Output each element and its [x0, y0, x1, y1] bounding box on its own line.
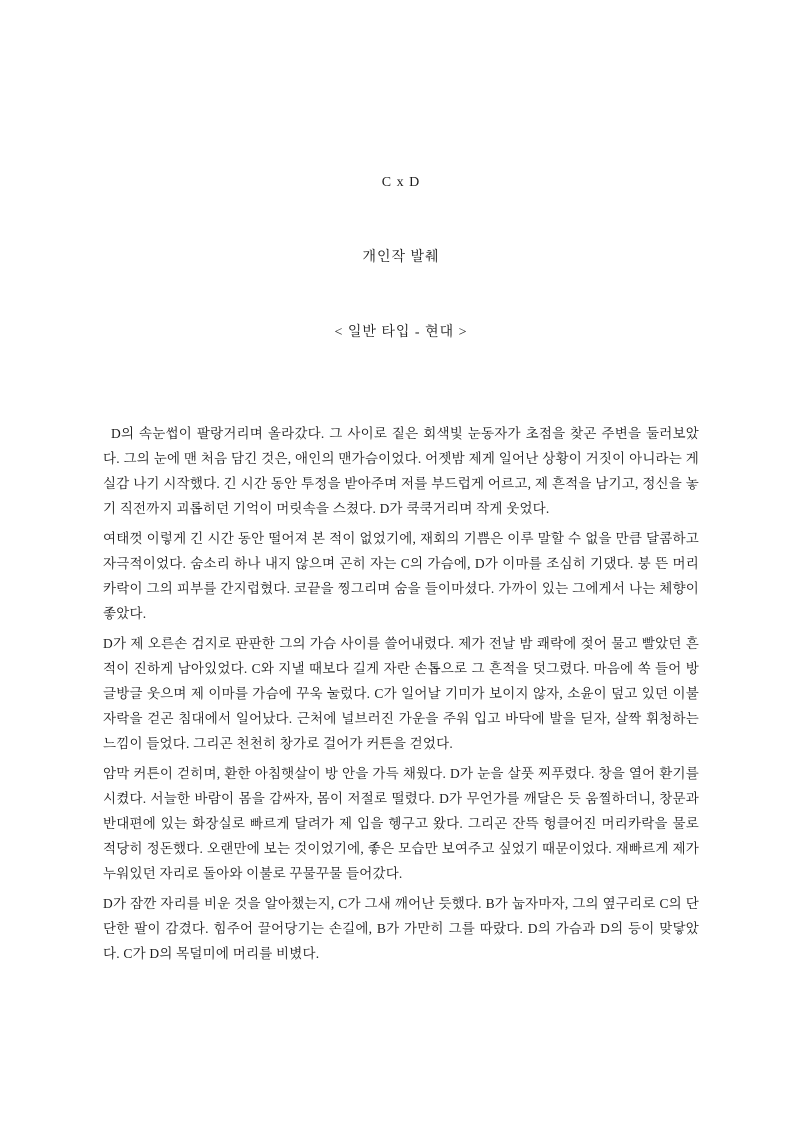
paragraph-1: D의 속눈썹이 팔랑거리며 올라갔다. 그 사이로 짙은 회색빛 눈동자가 초점을 찾곤 주변을 둘러보았다. 그의 눈에 맨 처음 담긴 것은, 애인의 맨가슴이었다. 어젯밤 제게 일어난 상황이 거짓이 아니라는 게 실감 나기 시작했다. 긴 시간 동안 투정을 받아주며 저를 부드럽게 어르고, 제 흔적을 남기고, 정신을 놓기 직전까지 괴롭히던 기억이 머릿속을 스쳤다. D가 쿡쿡거리며 작게 웃었다. [103, 426, 699, 516]
paragraph-5: D가 잠깐 자리를 비운 것을 알아챘는지, C가 그새 깨어난 듯했다. B가 눕자마자, 그의 옆구리로 C의 단단한 팔이 감겼다. 힘주어 끌어당기는 손길에, B가 가만히 그를 따랐다. D의 가슴과 D의 등이 맞닿았다. C가 D의 목덜미에 머리를 비볐다. [103, 896, 699, 961]
paragraph-4: 암막 커튼이 걷히며, 환한 아침햇살이 방 안을 가득 채웠다. D가 눈을 살풋 찌푸렸다. 창을 열어 환기를 시켰다. 서늘한 바람이 몸을 감싸자, 몸이 저절로 떨렸다. D가 무언가를 깨달은 듯 움찔하더니, 창문과 반대편에 있는 화장실로 빠르게 달려가 제 입을 헹구고 왔다. 그리곤 잔뜩 헝클어진 머리카락을 물로 적당히 정돈했다. 오랜만에 보는 것이었기에, 좋은 모습만 보여주고 싶었기 때문이었다. 재빠르게 제가 누워있던 자리로 돌아와 이불로 꾸물꾸물 들어갔다. [103, 766, 699, 881]
paragraph-3: D가 제 오른손 검지로 판판한 그의 가슴 사이를 쓸어내렸다. 제가 전날 밤 쾌락에 젖어 물고 빨았던 흔적이 진하게 남아있었다. C와 지낼 때보다 길게 자란 손톱으로 그 흔적을 덧그렸다. 마음에 쏙 들어 방글방글 웃으며 제 이마를 가슴에 꾸욱 눌렀다. C가 일어날 기미가 보이지 않자, 소윤이 덮고 있던 이불자락을 걷곤 침대에서 일어났다. 근처에 널브러진 가운을 주워 입고 바닥에 발을 딛자, 살짝 휘청하는 느낌이 들었다. 그리곤 천천히 창가로 걸어가 커튼을 걷었다. [103, 636, 699, 751]
document-header [103, 120, 699, 395]
document-body [103, 421, 699, 966]
doc-subtitle: 개인작 발췌 [362, 250, 440, 265]
paragraph-2: 여태껏 이렇게 긴 시간 동안 떨어져 본 적이 없었기에, 재회의 기쁨은 이루 말할 수 없을 만큼 달콤하고 자극적이었다. 숨소리 하나 내지 않으며 곤히 자는 C의 가슴에, D가 이마를 조심히 기댔다. 붕 뜬 머리카락이 그의 피부를 간지럽혔다. 코끝을 찡그리며 숨을 들이마셨다. 가까이 있는 그에게서 나는 체향이 좋았다. [103, 531, 699, 621]
doc-title: C x D [381, 175, 421, 190]
document-content [103, 120, 699, 966]
doc-type-line: < 일반 타입 - 현대 > [334, 325, 468, 340]
